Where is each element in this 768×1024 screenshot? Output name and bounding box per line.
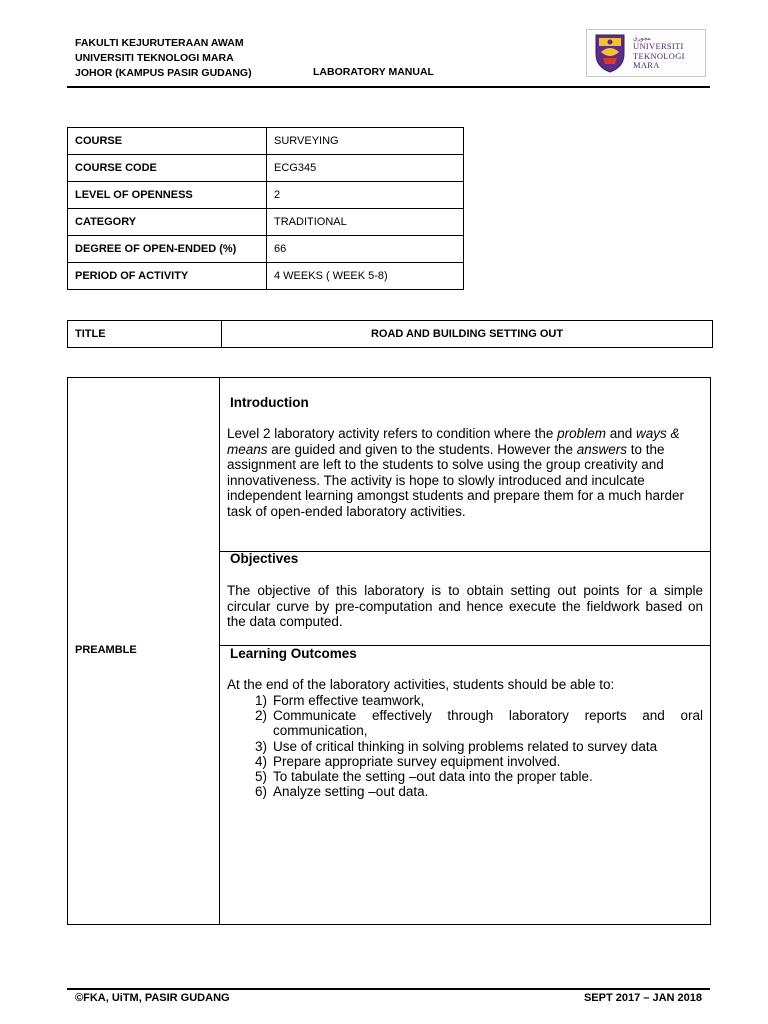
university-name: UNIVERSITI TEKNOLOGI MARA	[75, 52, 234, 64]
objectives-heading: Objectives	[230, 551, 299, 566]
open-ended-label: DEGREE OF OPEN-ENDED (%)	[68, 236, 267, 263]
preamble-divider	[219, 378, 220, 924]
table-row	[68, 155, 464, 182]
period-label: PERIOD OF ACTIVITY	[68, 263, 267, 290]
table-row	[68, 128, 464, 155]
category-label: CATEGORY	[68, 209, 267, 236]
list-item: 5) To tabulate the setting –out data into the proper table.	[254, 769, 593, 785]
course-info-table	[67, 127, 464, 290]
list-item: 4) Prepare appropriate survey equipment involved.	[254, 753, 561, 769]
category-value: TRADITIONAL	[267, 209, 464, 236]
footer-copyright: ©FKA, UiTM, PASIR GUDANG	[75, 992, 230, 1004]
table-row	[68, 263, 464, 290]
openness-label: LEVEL OF OPENNESS	[68, 182, 267, 209]
faculty-name: FAKULTI KEJURUTERAAN AWAM	[75, 37, 244, 49]
manual-label: LABORATORY MANUAL	[313, 66, 434, 78]
title-table	[67, 320, 713, 348]
objectives-text: The objective of this laboratory is to obtain setting out points for a simple circular curve by pre-computation and hence execute the fieldwork based on the data computed.	[227, 583, 703, 629]
course-value: SURVEYING	[267, 128, 464, 155]
lab-title: ROAD AND BUILDING SETTING OUT	[222, 321, 713, 348]
title-label: TITLE	[68, 321, 222, 348]
campus-name: JOHOR (KAMPUS PASIR GUDANG)	[75, 67, 252, 79]
footer-rule	[67, 988, 710, 990]
list-item: 1) Form effective teamwork,	[254, 693, 425, 708]
list-item: 6) Analyze setting –out data.	[254, 784, 429, 800]
table-row	[68, 209, 464, 236]
list-item: 2) Communicate effectively through laboratory reports and oral communication,	[254, 708, 703, 739]
preamble-label: PREAMBLE	[75, 644, 137, 656]
uitm-logo	[586, 29, 706, 77]
openness-value: 2	[267, 182, 464, 209]
table-row	[68, 182, 464, 209]
preamble-box	[67, 377, 711, 925]
learning-outcomes-list	[227, 693, 703, 799]
footer-semester: SEPT 2017 – JAN 2018	[583, 992, 702, 1004]
introduction-heading: Introduction	[230, 395, 309, 410]
course-code-label: COURSE CODE	[68, 155, 267, 182]
course-label: COURSE	[68, 128, 267, 155]
period-value: 4 WEEKS ( WEEK 5-8)	[267, 263, 464, 290]
logo-jawi-text: مچوري	[633, 36, 651, 42]
learning-outcomes-intro: At the end of the laboratory activities, students should be able to:	[227, 677, 615, 692]
table-row	[68, 321, 713, 348]
course-code-value: ECG345	[267, 155, 464, 182]
header-rule	[67, 86, 710, 88]
open-ended-value: 66	[267, 236, 464, 263]
list-item: 3) Use of critical thinking in solving problems related to survey data	[254, 738, 658, 754]
learning-outcomes-heading: Learning Outcomes	[230, 646, 357, 661]
logo-wordmark: UNIVERSITI TEKNOLOGI MARA	[633, 41, 685, 70]
table-row	[68, 236, 464, 263]
crest-icon	[587, 30, 633, 76]
introduction-text: Level 2 laboratory activity refers to condition where the problem and ways & means are guided and given to the students. However the answers to the assignment are left to the students to solve using the group creativity and innovativeness. The activity is hope to slowly introduced and inculcate independent learning amongst students and prepare them for a much harder task of open-ended laboratory activities.	[227, 426, 685, 519]
